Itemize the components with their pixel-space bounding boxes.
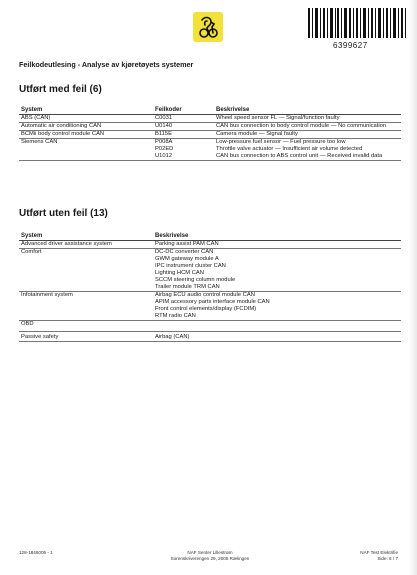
system-name: Infotainment system bbox=[19, 292, 153, 321]
section-heading-without-faults: Utført uten feil (13) bbox=[19, 208, 108, 219]
table-row bbox=[19, 123, 401, 131]
system-name: Comfort bbox=[19, 249, 153, 292]
page-title: Feilkodeutlesing - Analyse av kjøretøyets systemer bbox=[19, 60, 194, 69]
column-header-system: System bbox=[19, 232, 153, 241]
table-row bbox=[19, 292, 401, 321]
fault-description: CAN bus connection to body control module — No communication bbox=[216, 123, 387, 129]
footer-page-info bbox=[330, 550, 398, 562]
system-description: SCCM steering column module bbox=[155, 277, 236, 283]
fault-code: P008A bbox=[155, 139, 173, 145]
footer-address bbox=[150, 550, 270, 562]
barcode-number: 6399627 bbox=[333, 41, 368, 50]
system-description: Airbag ECU audio control module CAN bbox=[155, 292, 255, 298]
table-row bbox=[19, 131, 401, 139]
system-description: DC-DC converter CAN bbox=[155, 249, 214, 255]
fault-code: U1012 bbox=[155, 153, 173, 159]
fault-description: Throttle valve actuator — Insufficient air volume detected bbox=[216, 146, 363, 152]
system-name: Advanced driver assistance system bbox=[19, 241, 153, 249]
fault-description: CAN bus connection to ABS control unit — Received invalid data bbox=[216, 153, 383, 159]
system-description: Trailer module TRM CAN bbox=[155, 284, 220, 290]
fault-description: Camera module — Signal faulty bbox=[216, 131, 298, 137]
system-description: Parking assist PAM CAN bbox=[155, 241, 219, 247]
table-row bbox=[19, 241, 401, 249]
column-header-system: System bbox=[19, 106, 153, 115]
system-name: Automatic air conditioning CAN bbox=[19, 123, 153, 131]
system-description: APIM accessory parts interface module CAN bbox=[155, 299, 270, 305]
fault-code: B115E bbox=[155, 131, 172, 137]
system-name: Siemens CAN bbox=[19, 139, 153, 161]
footer-document-id: 128-1846006 - 1 bbox=[19, 550, 53, 555]
footer-page-number: Side: 6 / 7 bbox=[377, 556, 398, 561]
footer-location: NAF Senter Lillestrøm bbox=[187, 550, 233, 555]
table-row bbox=[19, 139, 401, 161]
column-header-description: Beskrivelse bbox=[214, 106, 401, 115]
section-heading-with-faults: Utført med feil (6) bbox=[19, 84, 102, 95]
faults-table bbox=[19, 106, 401, 161]
system-description: Lighting HCM CAN bbox=[155, 270, 204, 276]
fault-description: Low-pressure fuel sensor — Fuel pressure too low bbox=[216, 139, 346, 145]
column-header-description: Beskrivelse bbox=[153, 232, 401, 241]
naf-lion-logo bbox=[193, 12, 223, 42]
table-row bbox=[19, 249, 401, 292]
fault-code: U0140 bbox=[155, 123, 173, 129]
system-description: GWM gateway module A bbox=[155, 256, 219, 262]
table-row bbox=[19, 115, 401, 123]
fault-description: Wheel speed sensor FL — Signal/function faulty bbox=[216, 115, 340, 121]
no-faults-table bbox=[19, 232, 401, 342]
fault-code: P02ED bbox=[155, 146, 174, 152]
system-description: IPC instrument cluster CAN bbox=[155, 263, 226, 269]
column-header-fault-codes: Feilkoder bbox=[153, 106, 214, 115]
footer-test-name: NAF Test Elektrifie bbox=[360, 550, 398, 555]
barcode bbox=[308, 8, 408, 38]
scan-edge-shadow bbox=[409, 0, 417, 575]
system-name: Passive safety bbox=[19, 332, 153, 342]
system-name: BCMii body control module CAN bbox=[19, 131, 153, 139]
footer-street: Sorenskriverengen 29, 2005 Rælingen bbox=[170, 556, 250, 561]
table-row bbox=[19, 332, 401, 342]
system-description: Airbag (CAN) bbox=[155, 334, 190, 340]
system-name: ABS (CAN) bbox=[19, 115, 153, 123]
system-description: Front control elements/display (FCDIM) bbox=[155, 306, 257, 312]
table-row bbox=[19, 321, 401, 332]
fault-code: C0031 bbox=[155, 115, 173, 121]
system-description: RTM radio CAN bbox=[155, 313, 196, 319]
system-name: OBD bbox=[19, 321, 153, 332]
